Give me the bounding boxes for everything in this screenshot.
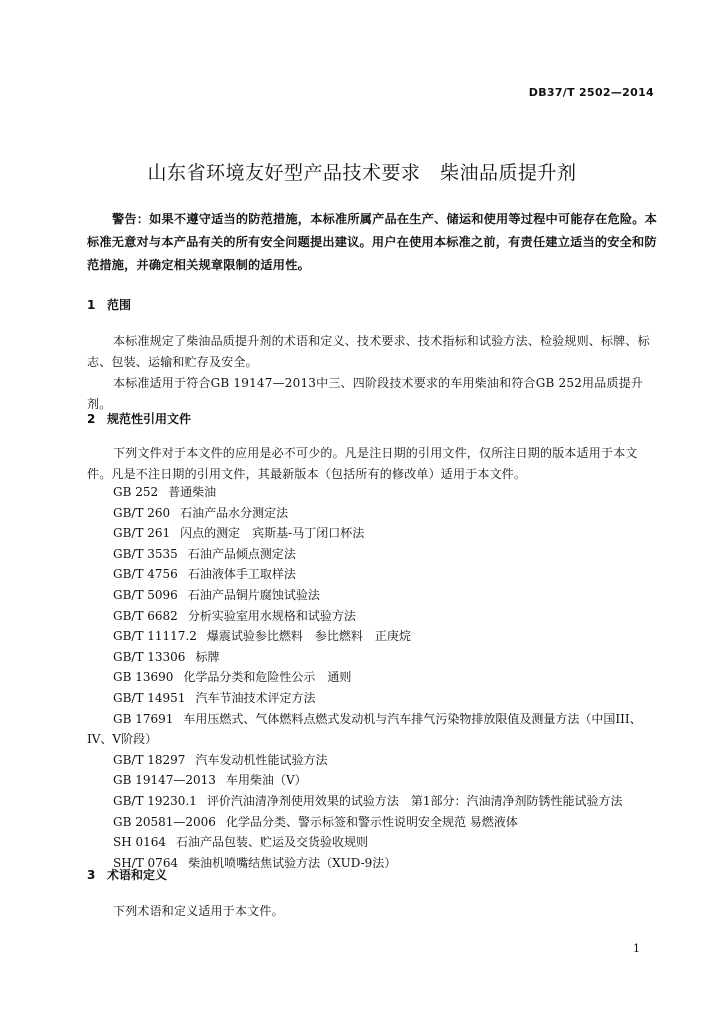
reference-code: GB/T 19230.1	[113, 793, 197, 808]
scope-paragraph-1: 本标准规定了柴油品质提升剂的术语和定义、技术要求、技术指标和试验方法、检验规则、标牌、标志、包装、运输和贮存及安全。	[87, 334, 650, 369]
reference-item	[87, 647, 659, 668]
reference-title: 石油产品水分测定法	[180, 505, 289, 520]
reference-code: SH 0164	[113, 835, 167, 850]
reference-item	[87, 853, 659, 874]
reference-item	[87, 482, 659, 503]
reference-item	[87, 503, 659, 524]
reference-code: GB/T 14951	[113, 690, 186, 705]
reference-item	[87, 523, 659, 544]
reference-title: 化学品分类和危险性公示 通则	[183, 670, 352, 685]
reference-code: GB 13690	[113, 670, 174, 685]
reference-code: GB 20581—2006	[113, 814, 216, 829]
reference-code: GB/T 4756	[113, 567, 178, 582]
reference-title: 闪点的测定 宾斯基-马丁闭口杯法	[180, 526, 365, 541]
reference-item	[87, 791, 659, 812]
page-title: 山东省环境友好型产品技术要求 柴油品质提升剂	[147, 162, 577, 184]
reference-item	[87, 688, 659, 709]
reference-code: GB/T 6682	[113, 608, 178, 623]
section-heading-terms	[87, 866, 167, 883]
reference-title: 爆震试验参比燃料 参比燃料 正庚烷	[206, 629, 411, 644]
section-number: 3	[87, 868, 96, 882]
reference-code: GB 17691	[113, 711, 174, 726]
page-number: 1	[633, 942, 640, 955]
reference-code: GB 252	[113, 485, 159, 499]
reference-item	[87, 832, 659, 853]
reference-title: 化学品分类、警示标签和警示性说明安全规范 易燃液体	[225, 814, 518, 829]
section-title: 术语和定义	[107, 868, 168, 882]
section-heading-scope	[87, 296, 131, 313]
reference-title: 汽车节油技术评定方法	[195, 690, 316, 705]
section-number: 1	[87, 298, 96, 312]
reference-item	[87, 770, 659, 791]
reference-title: 车用压燃式、气体燃料点燃式发动机与汽车排气污染物排放限值及测量方法（中国III、IV、V阶段）	[87, 711, 642, 747]
reference-code: GB/T 260	[113, 505, 171, 520]
reference-item	[87, 585, 659, 606]
section-title: 规范性引用文件	[107, 412, 192, 426]
reference-code: GB/T 3535	[113, 546, 178, 561]
reference-title: 评价汽油清净剂使用效果的试验方法 第1部分：汽油清净剂防锈性能试验方法	[206, 793, 623, 808]
scope-paragraph-2: 本标准适用于符合GB 19147—2013中三、四阶段技术要求的车用柴油和符合GB 252用品质提升剂。	[87, 376, 644, 411]
reference-code: SH/T 0764	[113, 855, 179, 870]
reference-code: GB/T 11117.2	[113, 629, 197, 644]
reference-title: 汽车发动机性能试验方法	[195, 752, 328, 767]
reference-item	[87, 606, 659, 627]
reference-code: GB/T 261	[113, 526, 171, 541]
references-intro: 下列文件对于本文件的应用是必不可少的。凡是注日期的引用文件，仅所注日期的版本适用于本文件。凡是不注日期的引用文件，其最新版本（包括所有的修改单）适用于本文件。	[87, 446, 638, 481]
reference-title: 柴油机喷嘴结焦试验方法（XUD-9法）	[188, 855, 397, 870]
section-heading-references	[87, 410, 191, 427]
reference-code: GB/T 5096	[113, 587, 178, 602]
reference-item	[87, 564, 659, 585]
terms-intro: 下列术语和定义适用于本文件。	[113, 904, 284, 918]
section-title: 范围	[107, 298, 132, 312]
reference-code: GB/T 18297	[113, 752, 186, 767]
reference-title: 普通柴油	[168, 485, 217, 499]
reference-title: 石油产品倾点测定法	[187, 546, 296, 561]
reference-title: 分析实验室用水规格和试验方法	[187, 608, 356, 623]
reference-item	[87, 626, 659, 647]
document-code: DB37/T 2502—2014	[528, 86, 654, 99]
reference-item	[87, 667, 659, 688]
warning-paragraph: 警告：如果不遵守适当的防范措施，本标准所属产品在生产、储运和使用等过程中可能存在危险。本标准无意对与本产品有关的所有安全问题提出建议。用户在使用本标准之前，有责任建立适当的安全和防范措施，并确定相关规章限制的适用性。	[87, 212, 658, 272]
reference-code: GB 19147—2013	[113, 773, 216, 788]
reference-title: 标牌	[195, 649, 220, 664]
reference-code: GB/T 13306	[113, 649, 186, 664]
reference-item	[87, 812, 659, 833]
reference-item	[87, 750, 659, 771]
reference-list	[87, 482, 659, 873]
reference-item	[87, 709, 659, 750]
reference-item	[87, 544, 659, 565]
reference-title: 石油产品包装、贮运及交货验收规则	[176, 835, 369, 850]
section-number: 2	[87, 412, 96, 426]
reference-title: 石油液体手工取样法	[187, 567, 296, 582]
reference-title: 车用柴油（V）	[225, 773, 307, 788]
reference-title: 石油产品铜片腐蚀试验法	[187, 587, 320, 602]
